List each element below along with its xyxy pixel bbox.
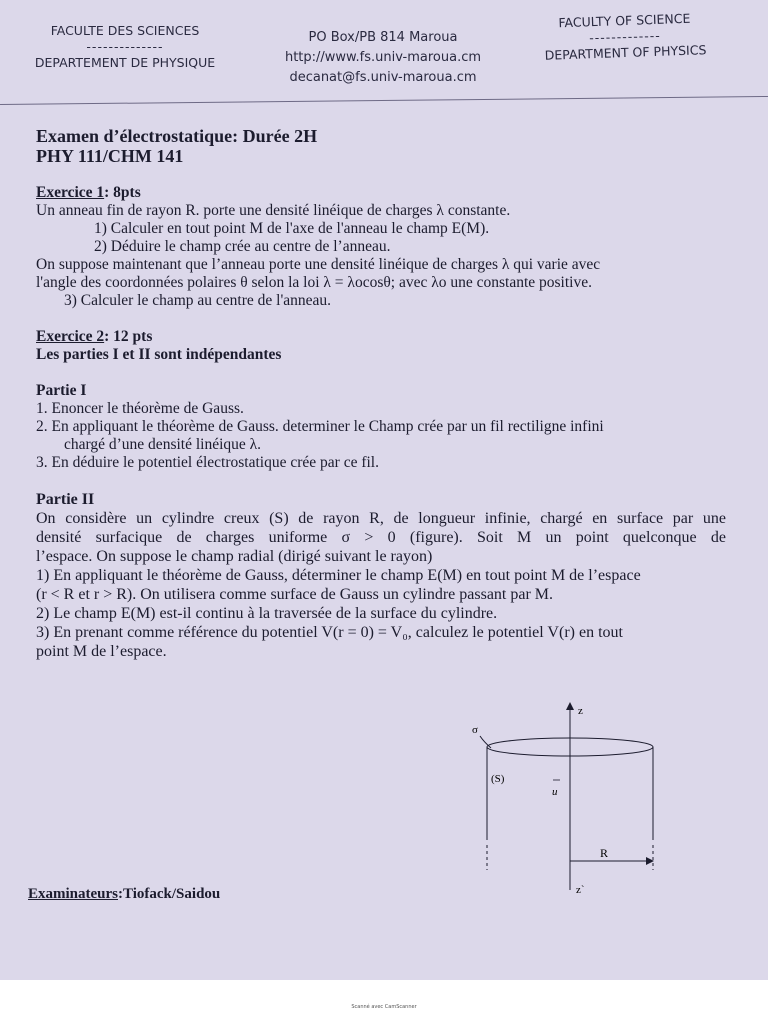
exercise-2-points: : 12 pts (104, 328, 153, 345)
exercise-1-paragraph-1: On suppose maintenant que l’anneau porte une densité linéique de charges λ qui varie avec (36, 256, 601, 273)
exercise-1-question-3: 3) Calculer le champ au centre de l'anneau. (64, 292, 332, 309)
surface-label: (S) (491, 773, 505, 785)
part-1-question-2-cont: chargé d’une densité linéique λ. (64, 436, 262, 453)
part-2-line-1: On considère un cylindre creux (S) de rayon R, de longueur infinie, chargé en surface par une (36, 510, 726, 527)
part-2-line-5: (r < R et r > R). On utilisera comme surface de Gauss un cylindre passant par M. (36, 586, 554, 603)
part-2-line-6: 2) Le champ E(M) est-il continu à la traversée de la surface du cylindre. (36, 605, 498, 622)
header-contact (258, 28, 508, 88)
examiners-names: :Tiofack/Saidou (118, 886, 221, 902)
exercise-2-label: Exercice 2 (36, 328, 105, 345)
z-label: z (578, 705, 583, 717)
radius-label: R (600, 846, 609, 860)
exercise-1-paragraph-2: l'angle des coordonnées polaires θ selon la loi λ = λocosθ; avec λo une constante positive. (36, 274, 592, 291)
exam-content (36, 126, 726, 661)
email: decanat@fs.univ-maroua.cm (289, 70, 477, 85)
exam-title: Examen d’électrostatique: Durée 2H (36, 126, 318, 146)
header-divider (0, 96, 768, 105)
part-2-line-8: point M de l’espace. (36, 643, 167, 660)
po-box: PO Box/PB 814 Maroua (308, 30, 458, 45)
part-1-question-1: 1. Enoncer le théorème de Gauss. (36, 400, 244, 417)
header-separator: -------------- (86, 39, 164, 54)
course-code: PHY 111/CHM 141 (36, 146, 184, 166)
sigma-label: σ (472, 724, 478, 736)
unit-vector-label: u (552, 786, 558, 798)
z-prime-label: z` (576, 884, 585, 896)
part-2-title: Partie II (36, 491, 95, 508)
examiners-label: Examinateurs (28, 886, 118, 902)
exercise-1-question-2: 2) Déduire le champ crée au centre de l’anneau. (94, 238, 391, 255)
faculty-name-en: FACULTY OF SCIENCE (558, 10, 691, 31)
exercise-2-heading (36, 328, 726, 346)
department-name-en: DEPARTMENT OF PHYSICS (544, 42, 707, 63)
header-separator: ------------- (588, 27, 662, 46)
header-faculty-en (519, 8, 731, 65)
website: http://www.fs.univ-maroua.cm (284, 50, 482, 65)
department-name-fr: DEPARTEMENT DE PHYSIQUE (34, 55, 216, 70)
exercise-1-label: Exercice 1 (36, 184, 105, 201)
sigma-pointer (480, 736, 491, 748)
exercise-1-intro: Un anneau fin de rayon R. porte une densité linéique de charges λ constante. (36, 202, 511, 219)
part-2 (36, 490, 726, 661)
part-2-line-4: 1) En appliquant le théorème de Gauss, déterminer le champ E(M) en tout point M de l’espace (36, 567, 641, 584)
part-1-question-3: 3. En déduire le potentiel électrostatique crée par ce fil. (36, 454, 379, 471)
part-2-line-2: densité surfacique de charges uniforme σ > 0 (figure). Soit M un point quelconque de (36, 529, 726, 546)
scanner-watermark: Scanné avec CamScanner (351, 1004, 417, 1010)
exercise-1-points: : 8pts (104, 184, 141, 201)
part-2-line-7: 3) En prenant comme référence du potentiel V(r = 0) = V₀, calculez le potentiel V(r) en tout (36, 624, 623, 641)
exercise-1-heading (36, 184, 726, 202)
cylinder-figure (460, 700, 680, 900)
part-2-line-3: l’espace. On suppose le champ radial (dirigé suivant le rayon) (36, 548, 433, 565)
header-faculty-fr (20, 22, 230, 72)
exercise-1-question-1: 1) Calculer en tout point M de l'axe de l'anneau le champ E(M). (94, 220, 490, 237)
faculty-name-fr: FACULTE DES SCIENCES (50, 23, 200, 38)
part-1-title: Partie I (36, 382, 87, 399)
part-1-question-2: 2. En appliquant le théorème de Gauss. determiner le Champ crée par un fil rectiligne infini (36, 418, 604, 435)
exercise-2-subtitle: Les parties I et II sont indépendantes (36, 346, 282, 363)
examiners (28, 886, 220, 903)
